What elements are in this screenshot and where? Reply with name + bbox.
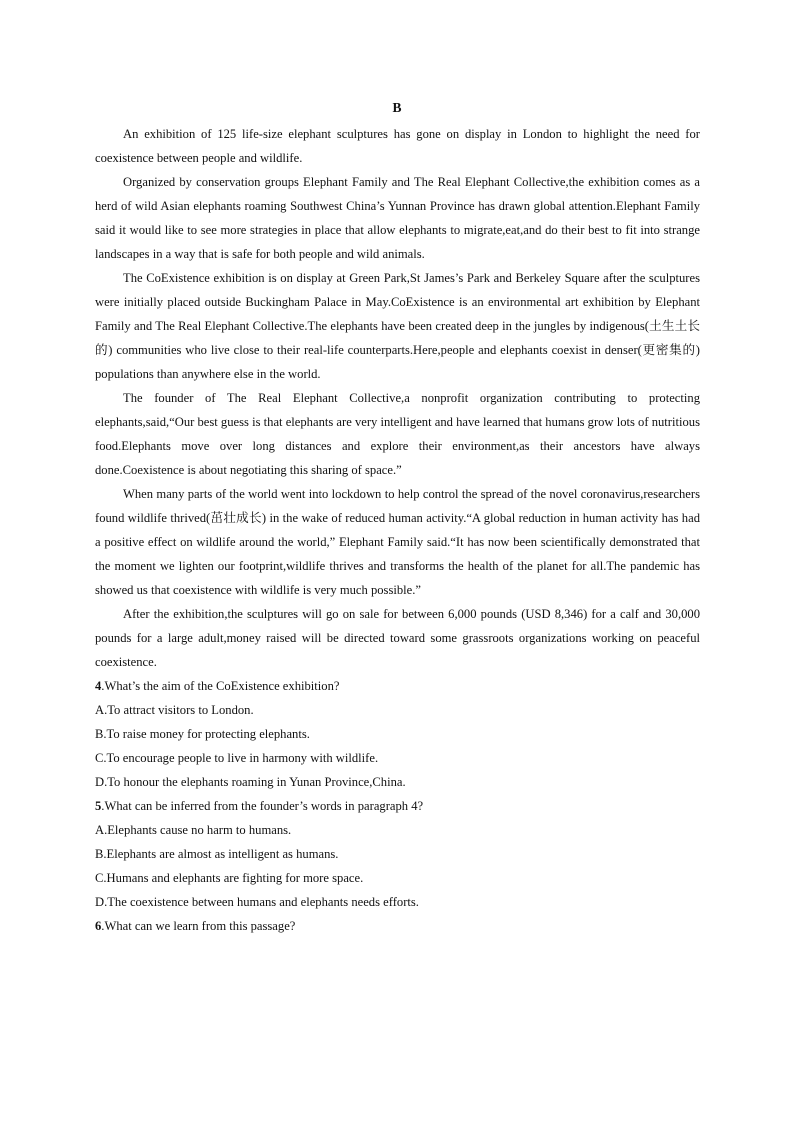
paragraph-3: The CoExistence exhibition is on display at Green Park,St James’s Park and Berkeley Square after the sculptures were initially placed outside Buckingham Palace in May.CoExistence is an environmental art exhibition by Elephant Family and The Real Elephant Collective.The elephants have been created deep in the jungles by indigenous(土生土长的) communities who live close to their real-life counterparts.Here,people and elephants coexist in denser(更密集的) populations than anywhere else in the world. — [95, 271, 700, 381]
paragraph-1: An exhibition of 125 life-size elephant sculptures has gone on display in London to highlight the need for coexistence between people and wildlife. — [95, 127, 700, 165]
paragraph-4: The founder of The Real Elephant Collective,a nonprofit organization contributing to protecting elephants,said,“Our best guess is that elephants are very intelligent and have learned that humans grow lots of nutritious food.Elephants move over long distances and explore their environment,as their ancestors have always done.Coexistence is about negotiating this sharing of space.” — [95, 391, 700, 477]
option-b: B.To raise money for protecting elephants. — [95, 727, 310, 741]
question-stem — [95, 674, 700, 698]
option-c: C.To encourage people to live in harmony with wildlife. — [95, 751, 379, 765]
paragraph-5: When many parts of the world went into lockdown to help control the spread of the novel coronavirus,researchers found wildlife thrived(茁壮成长) in the wake of reduced human activity.“A global reduction in human activity has had a positive effect on wildlife around the world,” Elephant Family said.“It has now been scientifically demonstrated that the moment we lighten our footprint,wildlife thrives and transforms the health of the planet for all.The pandemic has showed us that coexistence with wildlife is very much possible.” — [95, 487, 700, 597]
paragraph-2: Organized by conservation groups Elephant Family and The Real Elephant Collective,the exhibition comes as a herd of wild Asian elephants roaming Southwest China’s Yunnan Province has drawn global attention.Elephant Family said it would like to see more strategies in place that allow elephants to migrate,eat,and do their best to fit into strange landscapes in a way that is safe for both people and wild animals. — [95, 175, 700, 261]
option-b: B.Elephants are almost as intelligent as humans. — [95, 847, 339, 861]
option-a: A.To attract visitors to London. — [95, 703, 254, 717]
question-6 — [95, 914, 700, 938]
question-text: .What can we learn from this passage? — [101, 919, 296, 933]
question-text: .What can be inferred from the founder’s words in paragraph 4? — [101, 799, 424, 813]
passage-body — [95, 122, 700, 938]
option-d: D.To honour the elephants roaming in Yunan Province,China. — [95, 775, 406, 789]
question-text: .What’s the aim of the CoExistence exhibition? — [101, 679, 340, 693]
question-5 — [95, 794, 700, 914]
question-4 — [95, 674, 700, 794]
option-c: C.Humans and elephants are fighting for more space. — [95, 871, 364, 885]
option-a: A.Elephants cause no harm to humans. — [95, 823, 292, 837]
question-stem — [95, 794, 700, 818]
question-number: 6 — [95, 919, 102, 933]
option-d: D.The coexistence between humans and elephants needs efforts. — [95, 895, 419, 909]
paragraph-6: After the exhibition,the sculptures will go on sale for between 6,000 pounds (USD 8,346) for a calf and 30,000 pounds for a large adult,money raised will be directed toward some grassroots organizations working on peaceful coexistence. — [95, 607, 700, 669]
question-number: 5 — [95, 799, 102, 813]
question-stem — [95, 914, 700, 938]
section-heading: B — [392, 100, 402, 115]
question-number: 4 — [95, 679, 102, 693]
